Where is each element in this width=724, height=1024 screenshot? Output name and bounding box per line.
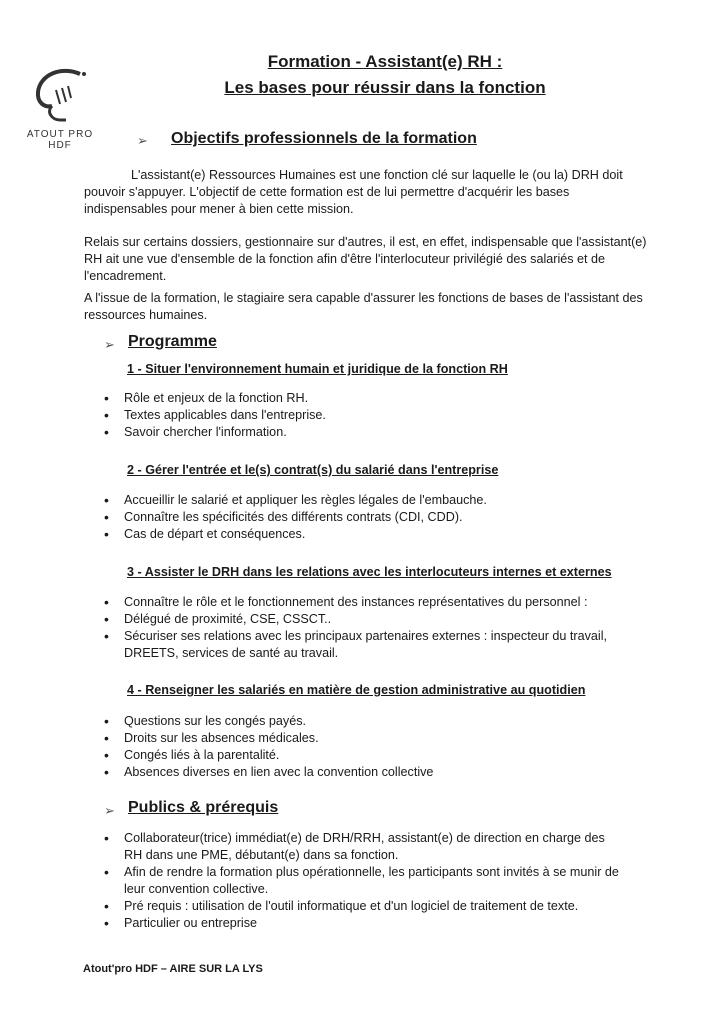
logo-mark-icon (22, 66, 102, 124)
arrow-bullet-icon: ➢ (104, 337, 115, 352)
programme-heading: Programme (128, 333, 217, 350)
logo (22, 66, 102, 150)
list-item: • Collaborateur(trice) immédiat(e) de DRH/RRH, assistant(e) de direction en charge des RH dans une PME, débutant(e) dans sa fonction. (104, 830, 624, 864)
list-item: • Sécuriser ses relations avec les principaux partenaires externes : inspecteur du travail, DREETS, services de santé au travail. (104, 628, 624, 662)
text-line: L'assistant(e) Ressources Humaines est une fonction clé sur laquelle le (ou la) DRH doit (131, 168, 623, 182)
publics-list (104, 830, 624, 932)
footer-text: Atout'pro HDF – AIRE SUR LA LYS (83, 963, 263, 975)
text-line: ressources humaines. (84, 308, 208, 322)
arrow-bullet-icon: ➢ (137, 133, 148, 148)
list-item: • Accueillir le salarié et appliquer les règles légales de l'embauche. (104, 492, 664, 509)
list-item: • Cas de départ et conséquences. (104, 526, 664, 543)
list-item: • Pré requis : utilisation de l'outil informatique et d'un logiciel de traitement de texte. (104, 898, 684, 915)
list-item: • Questions sur les congés payés. (104, 713, 664, 730)
list-item: • Rôle et enjeux de la fonction RH. (104, 390, 664, 407)
text-line: RH ait une vue d'ensemble de la fonction afin d'être l'interlocuteur privilégié des salariés et de (84, 252, 606, 266)
objectifs-para2 (84, 234, 684, 285)
list-item: • Absences diverses en lien avec la convention collective (104, 764, 664, 781)
page-title-line1: Formation - Assistant(e) RH : (267, 52, 503, 71)
module-2-list (104, 492, 664, 543)
logo-text-line1: ATOUT PRO (26, 129, 94, 140)
module-3-list (104, 594, 644, 662)
list-item: • Textes applicables dans l'entreprise. (104, 407, 664, 424)
module-4-list (104, 713, 664, 781)
text-line: l'encadrement. (84, 269, 167, 283)
objectifs-para1 (84, 167, 684, 218)
text-line: pouvoir s'appuyer. L'objectif de cette formation est de lui permettre d'acquérir les bases (84, 185, 570, 199)
list-item: • Droits sur les absences médicales. (104, 730, 664, 747)
module-3-title: 3 - Assister le DRH dans les relations avec les interlocuteurs internes et externes (127, 565, 612, 579)
list-item: • Congés liés à la parentalité. (104, 747, 664, 764)
list-item: • Particulier ou entreprise (104, 915, 624, 932)
text-line: indispensables pour mener à bien cette mission. (84, 202, 354, 216)
page-title-line2: Les bases pour réussir dans la fonction (224, 78, 546, 97)
module-2-title: 2 - Gérer l'entrée et le(s) contrat(s) du salarié dans l'entreprise (127, 463, 499, 477)
publics-heading: Publics & prérequis (128, 799, 279, 816)
list-item: • Afin de rendre la formation plus opérationnelle, les participants sont invités à se munir de leur convention collective. (104, 864, 624, 898)
module-1-list (104, 390, 664, 441)
list-item: • Connaître le rôle et le fonctionnement des instances représentatives du personnel : (104, 594, 644, 611)
logo-text-line2: HDF (48, 140, 72, 151)
list-item: • Délégué de proximité, CSE, CSSCT.. (104, 611, 644, 628)
module-4-title: 4 - Renseigner les salariés en matière de gestion administrative au quotidien (127, 683, 586, 697)
list-item: • Savoir chercher l'information. (104, 424, 664, 441)
text-line: Relais sur certains dossiers, gestionnaire sur d'autres, il est, en effet, indispensable que l'assistant(e) (84, 235, 647, 249)
objectifs-para3 (84, 290, 684, 324)
module-1-title: 1 - Situer l'environnement humain et juridique de la fonction RH (127, 362, 508, 376)
arrow-bullet-icon: ➢ (104, 803, 115, 818)
text-line: A l'issue de la formation, le stagiaire sera capable d'assurer les fonctions de bases de l'assistant des (84, 291, 643, 305)
objectifs-heading: Objectifs professionnels de la formation (171, 130, 477, 147)
list-item: • Connaître les spécificités des différents contrats (CDI, CDD). (104, 509, 664, 526)
